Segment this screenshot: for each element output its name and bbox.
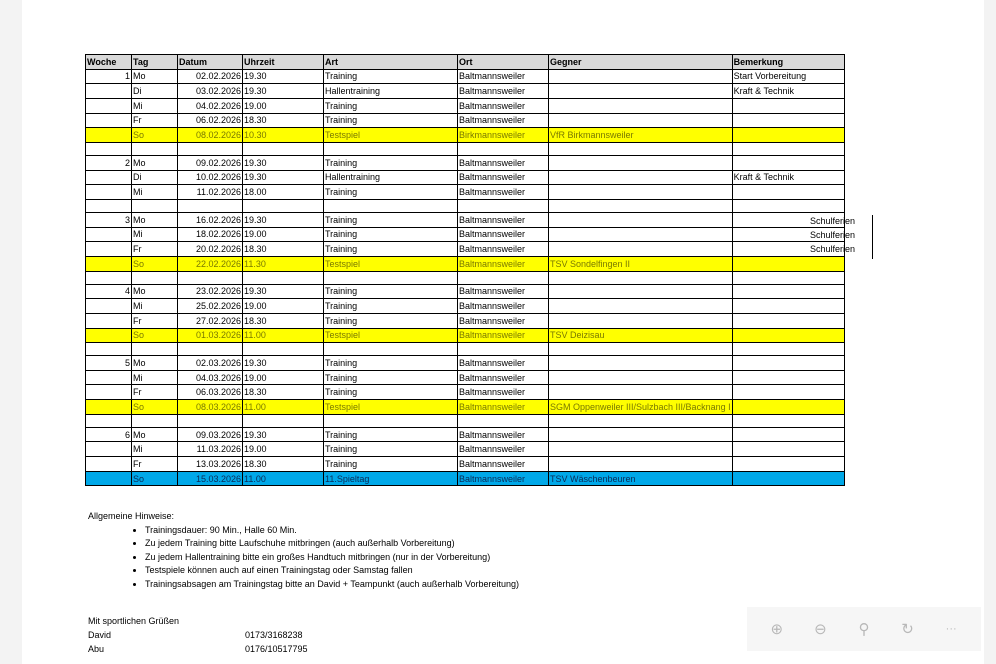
note-item: • Zu jedem Training bitte Laufschuhe mitbringen (auch außerhalb Vorbereitung) bbox=[145, 537, 519, 550]
cell-uhrzeit: 19.00 bbox=[243, 98, 324, 113]
cell-woche: 4 bbox=[86, 284, 132, 299]
table-row bbox=[86, 457, 845, 472]
cell-tag: Mo bbox=[132, 212, 178, 227]
cell-ort: Baltmannsweiler bbox=[458, 185, 549, 200]
cell-bemerkung: Start Vorbereitung bbox=[732, 69, 844, 84]
cell-gegner bbox=[549, 271, 733, 284]
cell-woche bbox=[86, 471, 132, 486]
cell-gegner bbox=[549, 370, 733, 385]
cell-datum: 10.02.2026 bbox=[178, 170, 243, 185]
cell-datum: 08.03.2026 bbox=[178, 400, 243, 415]
cell-art: Training bbox=[324, 313, 458, 328]
cell-bemerkung bbox=[732, 284, 844, 299]
cell-bemerkung bbox=[732, 98, 844, 113]
header-uhrzeit: Uhrzeit bbox=[243, 55, 324, 70]
cell-gegner bbox=[549, 242, 733, 257]
cell-datum: 11.02.2026 bbox=[178, 185, 243, 200]
cell-bemerkung bbox=[732, 370, 844, 385]
table-row bbox=[86, 212, 845, 227]
spacer-row bbox=[86, 271, 845, 284]
cell-ort: Baltmannsweiler bbox=[458, 98, 549, 113]
cell-ort: Baltmannsweiler bbox=[458, 170, 549, 185]
cell-woche bbox=[86, 313, 132, 328]
header-bemerkung: Bemerkung bbox=[732, 55, 844, 70]
cell-uhrzeit: 19.30 bbox=[243, 170, 324, 185]
cell-ort: Baltmannsweiler bbox=[458, 385, 549, 400]
cell-uhrzeit: 19.30 bbox=[243, 356, 324, 371]
cell-art: Training bbox=[324, 242, 458, 257]
note-item: • Trainingsdauer: 90 Min., Halle 60 Min. bbox=[145, 524, 519, 537]
cell-datum bbox=[178, 343, 243, 356]
table-row bbox=[86, 170, 845, 185]
cell-woche bbox=[86, 256, 132, 271]
closing-section bbox=[88, 614, 308, 656]
cell-datum: 01.03.2026 bbox=[178, 328, 243, 343]
cell-bemerkung bbox=[732, 185, 844, 200]
cell-art: Testspiel bbox=[324, 400, 458, 415]
header-art: Art bbox=[324, 55, 458, 70]
cell-woche bbox=[86, 199, 132, 212]
cell-woche bbox=[86, 328, 132, 343]
cell-art: Training bbox=[324, 185, 458, 200]
cell-art: Testspiel bbox=[324, 328, 458, 343]
cell-woche: 5 bbox=[86, 356, 132, 371]
cell-art: Training bbox=[324, 212, 458, 227]
cell-ort: Birkmannsweiler bbox=[458, 128, 549, 143]
cell-datum: 03.02.2026 bbox=[178, 84, 243, 99]
cell-uhrzeit: 18.30 bbox=[243, 313, 324, 328]
cell-ort: Baltmannsweiler bbox=[458, 442, 549, 457]
cell-woche: 1 bbox=[86, 69, 132, 84]
cell-ort: Baltmannsweiler bbox=[458, 457, 549, 472]
cell-ort: Baltmannsweiler bbox=[458, 284, 549, 299]
cell-woche bbox=[86, 84, 132, 99]
cell-datum: 04.02.2026 bbox=[178, 98, 243, 113]
cell-art: Training bbox=[324, 69, 458, 84]
cell-woche bbox=[86, 113, 132, 128]
cell-ort: Baltmannsweiler bbox=[458, 400, 549, 415]
cell-datum: 08.02.2026 bbox=[178, 128, 243, 143]
cell-uhrzeit: 19.00 bbox=[243, 370, 324, 385]
cell-woche bbox=[86, 227, 132, 242]
cell-uhrzeit bbox=[243, 199, 324, 212]
cell-bemerkung bbox=[732, 343, 844, 356]
cell-ort: Baltmannsweiler bbox=[458, 471, 549, 486]
cell-uhrzeit: 19.30 bbox=[243, 84, 324, 99]
cell-uhrzeit: 18.30 bbox=[243, 457, 324, 472]
cell-woche bbox=[86, 170, 132, 185]
contact-phone: 0176/10517795 bbox=[245, 644, 308, 654]
table-row bbox=[86, 313, 845, 328]
cell-art: Training bbox=[324, 442, 458, 457]
cell-bemerkung bbox=[732, 471, 844, 486]
cell-gegner: TSV Wäschenbeuren bbox=[549, 471, 733, 486]
cell-bemerkung bbox=[732, 328, 844, 343]
side-note: Schulferien bbox=[810, 216, 856, 226]
cell-datum bbox=[178, 414, 243, 427]
cell-woche bbox=[86, 385, 132, 400]
cell-gegner bbox=[549, 84, 733, 99]
cell-ort: Baltmannsweiler bbox=[458, 113, 549, 128]
table-row bbox=[86, 128, 845, 143]
side-note: Schulferien bbox=[810, 244, 856, 254]
cell-gegner bbox=[549, 343, 733, 356]
cell-art bbox=[324, 271, 458, 284]
cell-uhrzeit: 19.30 bbox=[243, 284, 324, 299]
zoom-out-icon[interactable]: ⊖ bbox=[814, 621, 827, 638]
cell-bemerkung bbox=[732, 128, 844, 143]
cell-art bbox=[324, 343, 458, 356]
cell-uhrzeit: 19.00 bbox=[243, 299, 324, 314]
cell-datum: 20.02.2026 bbox=[178, 242, 243, 257]
table-row bbox=[86, 385, 845, 400]
cell-art: Training bbox=[324, 370, 458, 385]
schedule-body bbox=[86, 69, 845, 486]
cell-gegner bbox=[549, 155, 733, 170]
cell-tag: Fr bbox=[132, 242, 178, 257]
cell-ort: Baltmannsweiler bbox=[458, 84, 549, 99]
cell-bemerkung bbox=[732, 385, 844, 400]
cell-bemerkung: Kraft & Technik bbox=[732, 84, 844, 99]
cell-gegner bbox=[549, 185, 733, 200]
cell-tag: Fr bbox=[132, 457, 178, 472]
cell-uhrzeit bbox=[243, 142, 324, 155]
cell-art: Training bbox=[324, 457, 458, 472]
cell-tag: So bbox=[132, 400, 178, 415]
cell-tag: So bbox=[132, 471, 178, 486]
cell-gegner bbox=[549, 284, 733, 299]
cell-bemerkung bbox=[732, 155, 844, 170]
table-row bbox=[86, 400, 845, 415]
cell-gegner bbox=[549, 457, 733, 472]
cell-tag: Fr bbox=[132, 385, 178, 400]
contact-name: David bbox=[88, 630, 112, 640]
cell-tag: So bbox=[132, 256, 178, 271]
table-row bbox=[86, 299, 845, 314]
cell-bemerkung bbox=[732, 356, 844, 371]
cell-ort: Baltmannsweiler bbox=[458, 256, 549, 271]
cell-tag: Mi bbox=[132, 299, 178, 314]
cell-uhrzeit: 19.00 bbox=[243, 442, 324, 457]
cell-bemerkung bbox=[732, 142, 844, 155]
spacer-row bbox=[86, 343, 845, 356]
cell-gegner bbox=[549, 199, 733, 212]
cell-datum bbox=[178, 142, 243, 155]
cell-uhrzeit: 19.30 bbox=[243, 155, 324, 170]
cell-uhrzeit: 11.00 bbox=[243, 400, 324, 415]
cell-gegner bbox=[549, 442, 733, 457]
cell-bemerkung bbox=[732, 313, 844, 328]
cell-tag: Di bbox=[132, 84, 178, 99]
cell-gegner bbox=[549, 299, 733, 314]
header-woche: Woche bbox=[86, 55, 132, 70]
cell-gegner bbox=[549, 313, 733, 328]
table-row bbox=[86, 69, 845, 84]
more-icon[interactable]: ··· bbox=[945, 623, 957, 635]
cell-uhrzeit: 11.30 bbox=[243, 256, 324, 271]
table-row bbox=[86, 356, 845, 371]
table-row bbox=[86, 227, 845, 242]
cell-ort bbox=[458, 271, 549, 284]
cell-tag: Di bbox=[132, 170, 178, 185]
cell-tag: Mi bbox=[132, 442, 178, 457]
header-tag: Tag bbox=[132, 55, 178, 70]
note-item: • Testspiele können auch auf einen Trainingstag oder Samstag fallen bbox=[145, 564, 519, 577]
cell-bemerkung bbox=[732, 400, 844, 415]
notes-title: Allgemeine Hinweise: bbox=[88, 511, 175, 521]
cell-art: Hallentraining bbox=[324, 84, 458, 99]
cell-art bbox=[324, 414, 458, 427]
cell-tag bbox=[132, 142, 178, 155]
contact-row bbox=[88, 628, 308, 642]
cell-tag: Mi bbox=[132, 370, 178, 385]
cell-tag: Fr bbox=[132, 113, 178, 128]
general-notes bbox=[88, 511, 519, 591]
cell-uhrzeit: 18.30 bbox=[243, 242, 324, 257]
table-row bbox=[86, 242, 845, 257]
cell-woche bbox=[86, 242, 132, 257]
cell-ort: Baltmannsweiler bbox=[458, 69, 549, 84]
cell-art: Testspiel bbox=[324, 128, 458, 143]
cell-art: Training bbox=[324, 299, 458, 314]
closing-greeting: Mit sportlichen Grüßen bbox=[88, 616, 180, 626]
cell-uhrzeit: 19.00 bbox=[243, 227, 324, 242]
cell-tag: Mi bbox=[132, 185, 178, 200]
cell-uhrzeit: 19.30 bbox=[243, 69, 324, 84]
cell-tag: Mo bbox=[132, 69, 178, 84]
cell-datum: 02.02.2026 bbox=[178, 69, 243, 84]
cell-datum bbox=[178, 199, 243, 212]
cell-woche: 6 bbox=[86, 427, 132, 442]
cell-ort: Baltmannsweiler bbox=[458, 313, 549, 328]
cell-bemerkung bbox=[732, 442, 844, 457]
cell-bemerkung bbox=[732, 427, 844, 442]
cell-gegner: TSV Sondelfingen II bbox=[549, 256, 733, 271]
cell-ort: Baltmannsweiler bbox=[458, 370, 549, 385]
cell-gegner bbox=[549, 98, 733, 113]
cell-woche bbox=[86, 185, 132, 200]
cell-tag: Mi bbox=[132, 98, 178, 113]
cell-datum: 16.02.2026 bbox=[178, 212, 243, 227]
schedule-table bbox=[85, 54, 845, 486]
cell-gegner bbox=[549, 427, 733, 442]
cell-datum: 25.02.2026 bbox=[178, 299, 243, 314]
cell-uhrzeit: 18.30 bbox=[243, 113, 324, 128]
cell-woche: 2 bbox=[86, 155, 132, 170]
cell-art bbox=[324, 142, 458, 155]
cell-datum: 06.03.2026 bbox=[178, 385, 243, 400]
cell-tag bbox=[132, 271, 178, 284]
contact-row bbox=[88, 642, 308, 656]
cell-woche bbox=[86, 271, 132, 284]
cell-bemerkung: Kraft & Technik bbox=[732, 170, 844, 185]
cell-bemerkung bbox=[732, 457, 844, 472]
table-header-row bbox=[86, 55, 845, 70]
cell-datum: 09.02.2026 bbox=[178, 155, 243, 170]
cell-datum: 27.02.2026 bbox=[178, 313, 243, 328]
zoom-in-icon[interactable]: ⊕ bbox=[770, 621, 784, 638]
cell-bemerkung bbox=[732, 199, 844, 212]
table-row bbox=[86, 256, 845, 271]
cell-woche bbox=[86, 142, 132, 155]
cell-woche bbox=[86, 442, 132, 457]
cell-gegner: VfR Birkmannsweiler bbox=[549, 128, 733, 143]
cell-tag: Fr bbox=[132, 313, 178, 328]
table-row bbox=[86, 185, 845, 200]
cell-tag: Mo bbox=[132, 427, 178, 442]
table-row bbox=[86, 471, 845, 486]
cell-tag bbox=[132, 199, 178, 212]
header-ort: Ort bbox=[458, 55, 549, 70]
cell-tag: Mo bbox=[132, 284, 178, 299]
cell-art: Training bbox=[324, 227, 458, 242]
cell-datum: 13.03.2026 bbox=[178, 457, 243, 472]
cell-gegner bbox=[549, 212, 733, 227]
cell-tag: So bbox=[132, 128, 178, 143]
cell-art: Training bbox=[324, 427, 458, 442]
cell-art: Training bbox=[324, 98, 458, 113]
cell-uhrzeit: 18.00 bbox=[243, 185, 324, 200]
cell-ort: Baltmannsweiler bbox=[458, 427, 549, 442]
side-note-bracket bbox=[872, 215, 873, 259]
cell-art: 11.Spieltag bbox=[324, 471, 458, 486]
cell-art: Training bbox=[324, 356, 458, 371]
cell-ort bbox=[458, 199, 549, 212]
cell-woche bbox=[86, 299, 132, 314]
cell-bemerkung bbox=[732, 113, 844, 128]
cell-uhrzeit: 11.00 bbox=[243, 471, 324, 486]
zoom-toolbar bbox=[747, 607, 981, 651]
cell-datum: 22.02.2026 bbox=[178, 256, 243, 271]
note-item: • Zu jedem Hallentraining bitte ein großes Handtuch mitbringen (nur in der Vorbereitung) bbox=[145, 551, 519, 564]
cell-ort: Baltmannsweiler bbox=[458, 242, 549, 257]
cell-gegner: TSV Deizisau bbox=[549, 328, 733, 343]
cell-datum bbox=[178, 271, 243, 284]
spacer-row bbox=[86, 199, 845, 212]
cell-uhrzeit bbox=[243, 271, 324, 284]
cell-tag: Mi bbox=[132, 227, 178, 242]
cell-woche bbox=[86, 414, 132, 427]
contact-phone: 0173/3168238 bbox=[245, 630, 303, 640]
cell-uhrzeit: 10.30 bbox=[243, 128, 324, 143]
cell-ort: Baltmannsweiler bbox=[458, 212, 549, 227]
cell-ort: Baltmannsweiler bbox=[458, 155, 549, 170]
cell-art: Hallentraining bbox=[324, 170, 458, 185]
header-datum: Datum bbox=[178, 55, 243, 70]
cell-bemerkung bbox=[732, 299, 844, 314]
cell-uhrzeit bbox=[243, 414, 324, 427]
note-item: • Trainingsabsagen am Trainingstag bitte an David + Teampunkt (auch außerhalb Vorbereitung) bbox=[145, 578, 519, 591]
cell-uhrzeit bbox=[243, 343, 324, 356]
cell-woche bbox=[86, 370, 132, 385]
cell-uhrzeit: 18.30 bbox=[243, 385, 324, 400]
cell-gegner bbox=[549, 142, 733, 155]
cell-datum: 23.02.2026 bbox=[178, 284, 243, 299]
cell-datum: 15.03.2026 bbox=[178, 471, 243, 486]
cell-datum: 18.02.2026 bbox=[178, 227, 243, 242]
cell-uhrzeit: 19.30 bbox=[243, 427, 324, 442]
cell-datum: 06.02.2026 bbox=[178, 113, 243, 128]
cell-tag: Mo bbox=[132, 155, 178, 170]
table-row bbox=[86, 427, 845, 442]
cell-gegner bbox=[549, 227, 733, 242]
table-row bbox=[86, 113, 845, 128]
table-row bbox=[86, 370, 845, 385]
cell-datum: 04.03.2026 bbox=[178, 370, 243, 385]
notes-list bbox=[88, 524, 519, 591]
cell-bemerkung bbox=[732, 256, 844, 271]
cell-art: Training bbox=[324, 155, 458, 170]
cell-woche bbox=[86, 98, 132, 113]
document-page bbox=[22, 0, 984, 664]
contact-name: Abu bbox=[88, 644, 105, 654]
table-row bbox=[86, 328, 845, 343]
spacer-row bbox=[86, 414, 845, 427]
table-row bbox=[86, 98, 845, 113]
cell-woche bbox=[86, 128, 132, 143]
cell-gegner bbox=[549, 356, 733, 371]
cell-woche bbox=[86, 343, 132, 356]
cell-art: Training bbox=[324, 113, 458, 128]
cell-ort: Baltmannsweiler bbox=[458, 299, 549, 314]
cell-gegner: SGM Oppenweiler III/Sulzbach III/Backnang I bbox=[549, 400, 733, 415]
cell-uhrzeit: 19.30 bbox=[243, 212, 324, 227]
cell-gegner bbox=[549, 414, 733, 427]
table-row bbox=[86, 284, 845, 299]
cell-ort: Baltmannsweiler bbox=[458, 227, 549, 242]
table-row bbox=[86, 84, 845, 99]
cell-woche bbox=[86, 457, 132, 472]
side-note: Schulferien bbox=[810, 230, 856, 240]
cell-art bbox=[324, 199, 458, 212]
cell-tag bbox=[132, 343, 178, 356]
cell-art: Training bbox=[324, 284, 458, 299]
rotate-icon[interactable]: ↻ bbox=[901, 621, 914, 638]
cell-ort bbox=[458, 343, 549, 356]
cell-gegner bbox=[549, 385, 733, 400]
header-gegner: Gegner bbox=[549, 55, 733, 70]
cell-ort bbox=[458, 414, 549, 427]
cell-ort: Baltmannsweiler bbox=[458, 328, 549, 343]
cell-gegner bbox=[549, 113, 733, 128]
cell-tag: So bbox=[132, 328, 178, 343]
cell-gegner bbox=[549, 170, 733, 185]
cell-art: Training bbox=[324, 385, 458, 400]
cell-art: Testspiel bbox=[324, 256, 458, 271]
table-row bbox=[86, 442, 845, 457]
cell-bemerkung bbox=[732, 271, 844, 284]
cell-ort bbox=[458, 142, 549, 155]
search-icon[interactable]: ⚲ bbox=[858, 621, 870, 638]
cell-datum: 02.03.2026 bbox=[178, 356, 243, 371]
cell-tag: Mo bbox=[132, 356, 178, 371]
cell-datum: 09.03.2026 bbox=[178, 427, 243, 442]
spacer-row bbox=[86, 142, 845, 155]
cell-datum: 11.03.2026 bbox=[178, 442, 243, 457]
cell-bemerkung bbox=[732, 414, 844, 427]
cell-tag bbox=[132, 414, 178, 427]
cell-gegner bbox=[549, 69, 733, 84]
table-row bbox=[86, 155, 845, 170]
cell-ort: Baltmannsweiler bbox=[458, 356, 549, 371]
cell-woche bbox=[86, 400, 132, 415]
cell-uhrzeit: 11.00 bbox=[243, 328, 324, 343]
cell-woche: 3 bbox=[86, 212, 132, 227]
